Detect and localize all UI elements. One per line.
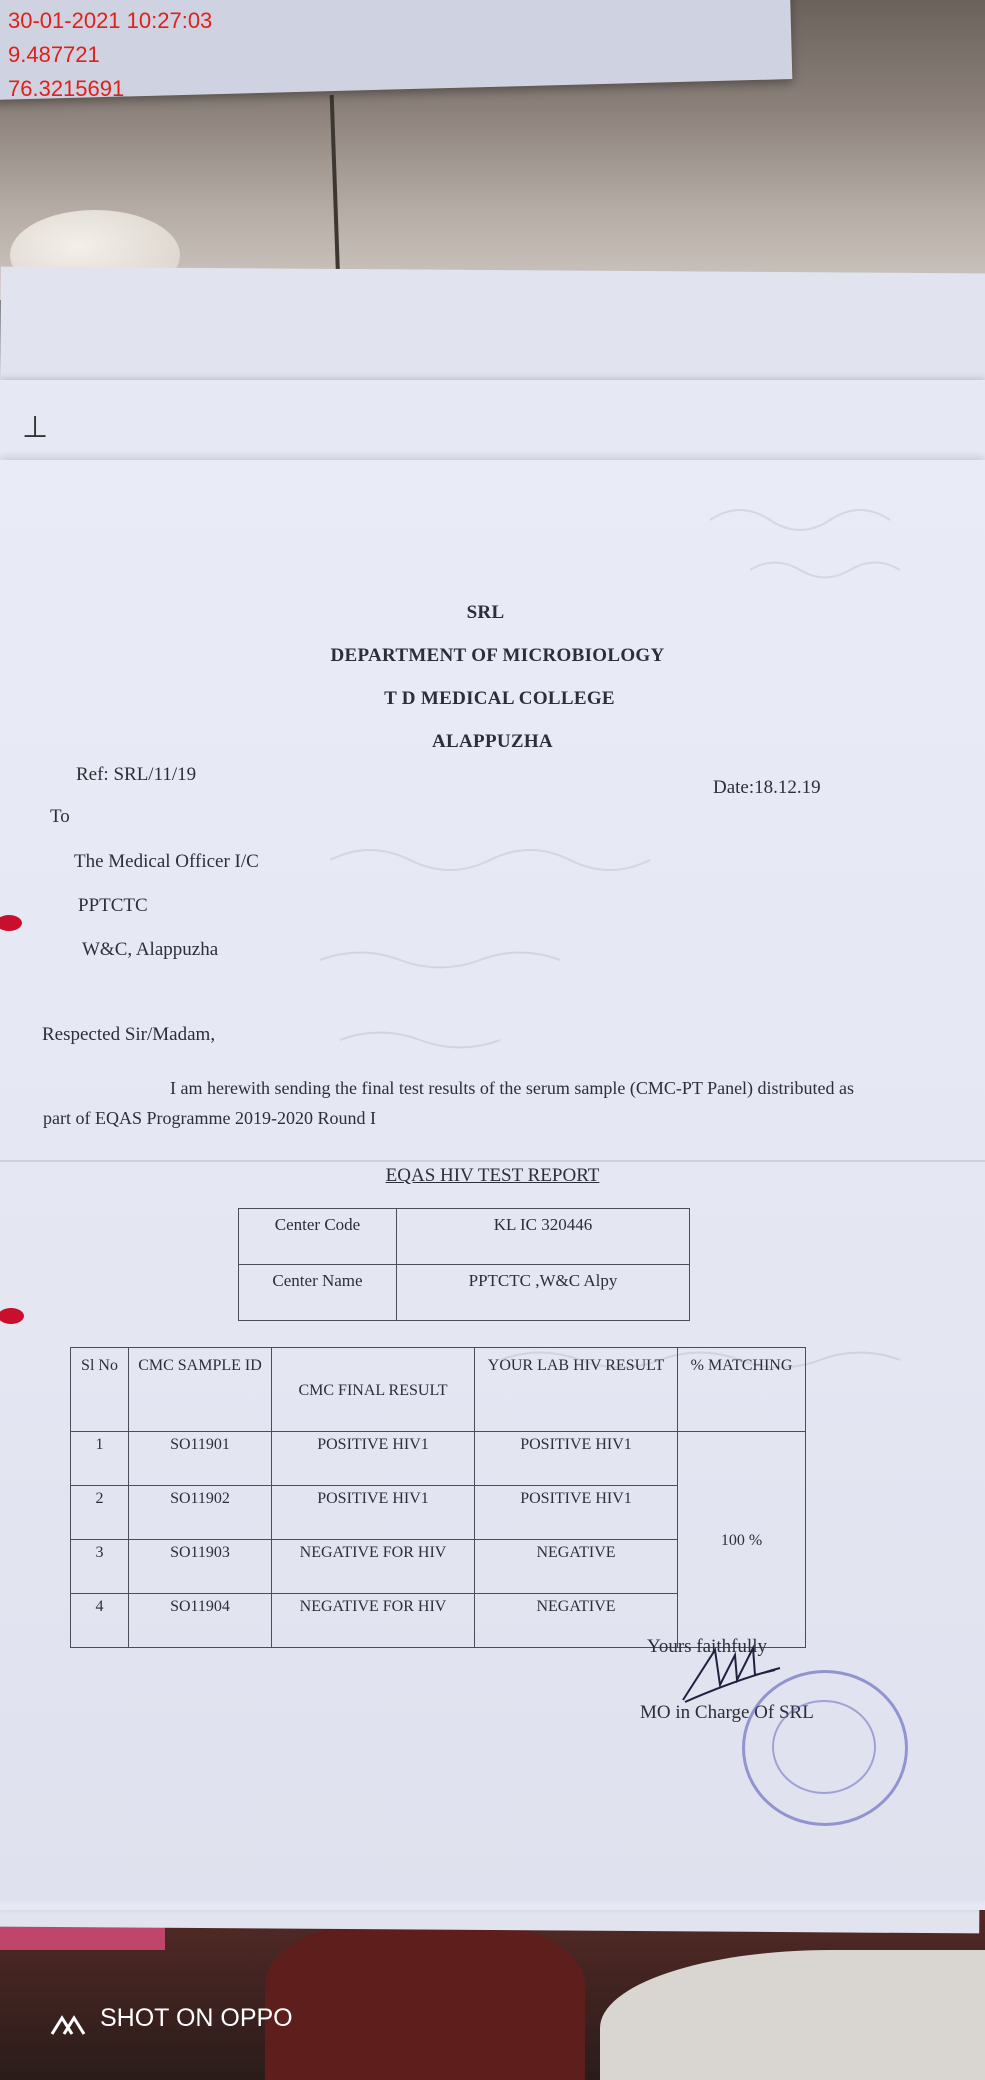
header-sample-id: CMC SAMPLE ID — [129, 1348, 272, 1432]
letter-header-department: DEPARTMENT OF MICROBIOLOGY — [330, 645, 665, 666]
cell-cmc-result: NEGATIVE FOR HIV — [272, 1594, 475, 1648]
cell-sample-id: SO11902 — [129, 1486, 272, 1540]
report-title: EQAS HIV TEST REPORT — [385, 1165, 600, 1186]
center-name-value: PPTCTC ,W&C Alpy — [397, 1265, 690, 1321]
cell-lab-result: NEGATIVE — [475, 1540, 678, 1594]
results-table — [70, 1347, 806, 1648]
cell-sl-no: 1 — [71, 1432, 129, 1486]
letter-header-city: ALAPPUZHA — [432, 731, 553, 752]
cell-sample-id: SO11903 — [129, 1540, 272, 1594]
official-stamp-inner-ring — [772, 1700, 876, 1794]
red-cloth — [265, 1920, 585, 2080]
header-lab-result: YOUR LAB HIV RESULT — [475, 1348, 678, 1432]
camera-logo-icon — [50, 2014, 90, 2036]
recipient-line: W&C, Alappuzha — [82, 939, 219, 960]
camera-watermark: SHOT ON OPPO — [100, 2004, 293, 2032]
letter-header-college: T D MEDICAL COLLEGE — [384, 688, 615, 709]
reference-number: Ref: SRL/11/19 — [76, 764, 197, 785]
center-name-label: Center Name — [239, 1265, 397, 1321]
recipient-line: PPTCTC — [78, 895, 148, 916]
table-row — [71, 1432, 806, 1486]
body-text-line: I am herewith sending the final test results of the serum sample (CMC-PT Panel) distributed as — [170, 1078, 855, 1098]
gps-longitude: 76.3215691 — [8, 76, 125, 101]
cell-cmc-result: POSITIVE HIV1 — [272, 1432, 475, 1486]
results-header-row — [71, 1348, 806, 1432]
cell-cmc-result: NEGATIVE FOR HIV — [272, 1540, 475, 1594]
cell-lab-result: POSITIVE HIV1 — [475, 1432, 678, 1486]
photo-timestamp: 30-01-2021 10:27:03 — [8, 8, 213, 33]
cell-matching: 100 % — [678, 1432, 806, 1648]
cell-sample-id: SO11901 — [129, 1432, 272, 1486]
header-cmc-result: CMC FINAL RESULT — [272, 1348, 475, 1432]
closing: Yours faithfully — [647, 1636, 767, 1657]
signatory: MO in Charge Of SRL — [640, 1702, 814, 1723]
header-sl-no: Sl No — [71, 1348, 129, 1432]
center-code-value: KL IC 320446 — [397, 1209, 690, 1265]
salutation: Respected Sir/Madam, — [42, 1024, 216, 1045]
cell-sl-no: 2 — [71, 1486, 129, 1540]
margin-mark: ⊥ — [22, 411, 49, 444]
cell-lab-result: POSITIVE HIV1 — [475, 1486, 678, 1540]
recipient-line: The Medical Officer I/C — [74, 851, 259, 872]
cell-cmc-result: POSITIVE HIV1 — [272, 1486, 475, 1540]
header-matching: % MATCHING — [678, 1348, 806, 1432]
center-info-table — [238, 1208, 690, 1321]
cell-sample-id: SO11904 — [129, 1594, 272, 1648]
to-label: To — [50, 806, 70, 827]
center-code-label: Center Code — [239, 1209, 397, 1265]
gps-latitude: 9.487721 — [8, 42, 100, 67]
letter-date: Date:18.12.19 — [713, 777, 821, 798]
body-text-line: part of EQAS Programme 2019-2020 Round I — [43, 1108, 376, 1128]
cell-sl-no: 3 — [71, 1540, 129, 1594]
cell-sl-no: 4 — [71, 1594, 129, 1648]
cell-lab-result: NEGATIVE — [475, 1594, 678, 1648]
letter-header-srl: SRL — [466, 602, 505, 623]
